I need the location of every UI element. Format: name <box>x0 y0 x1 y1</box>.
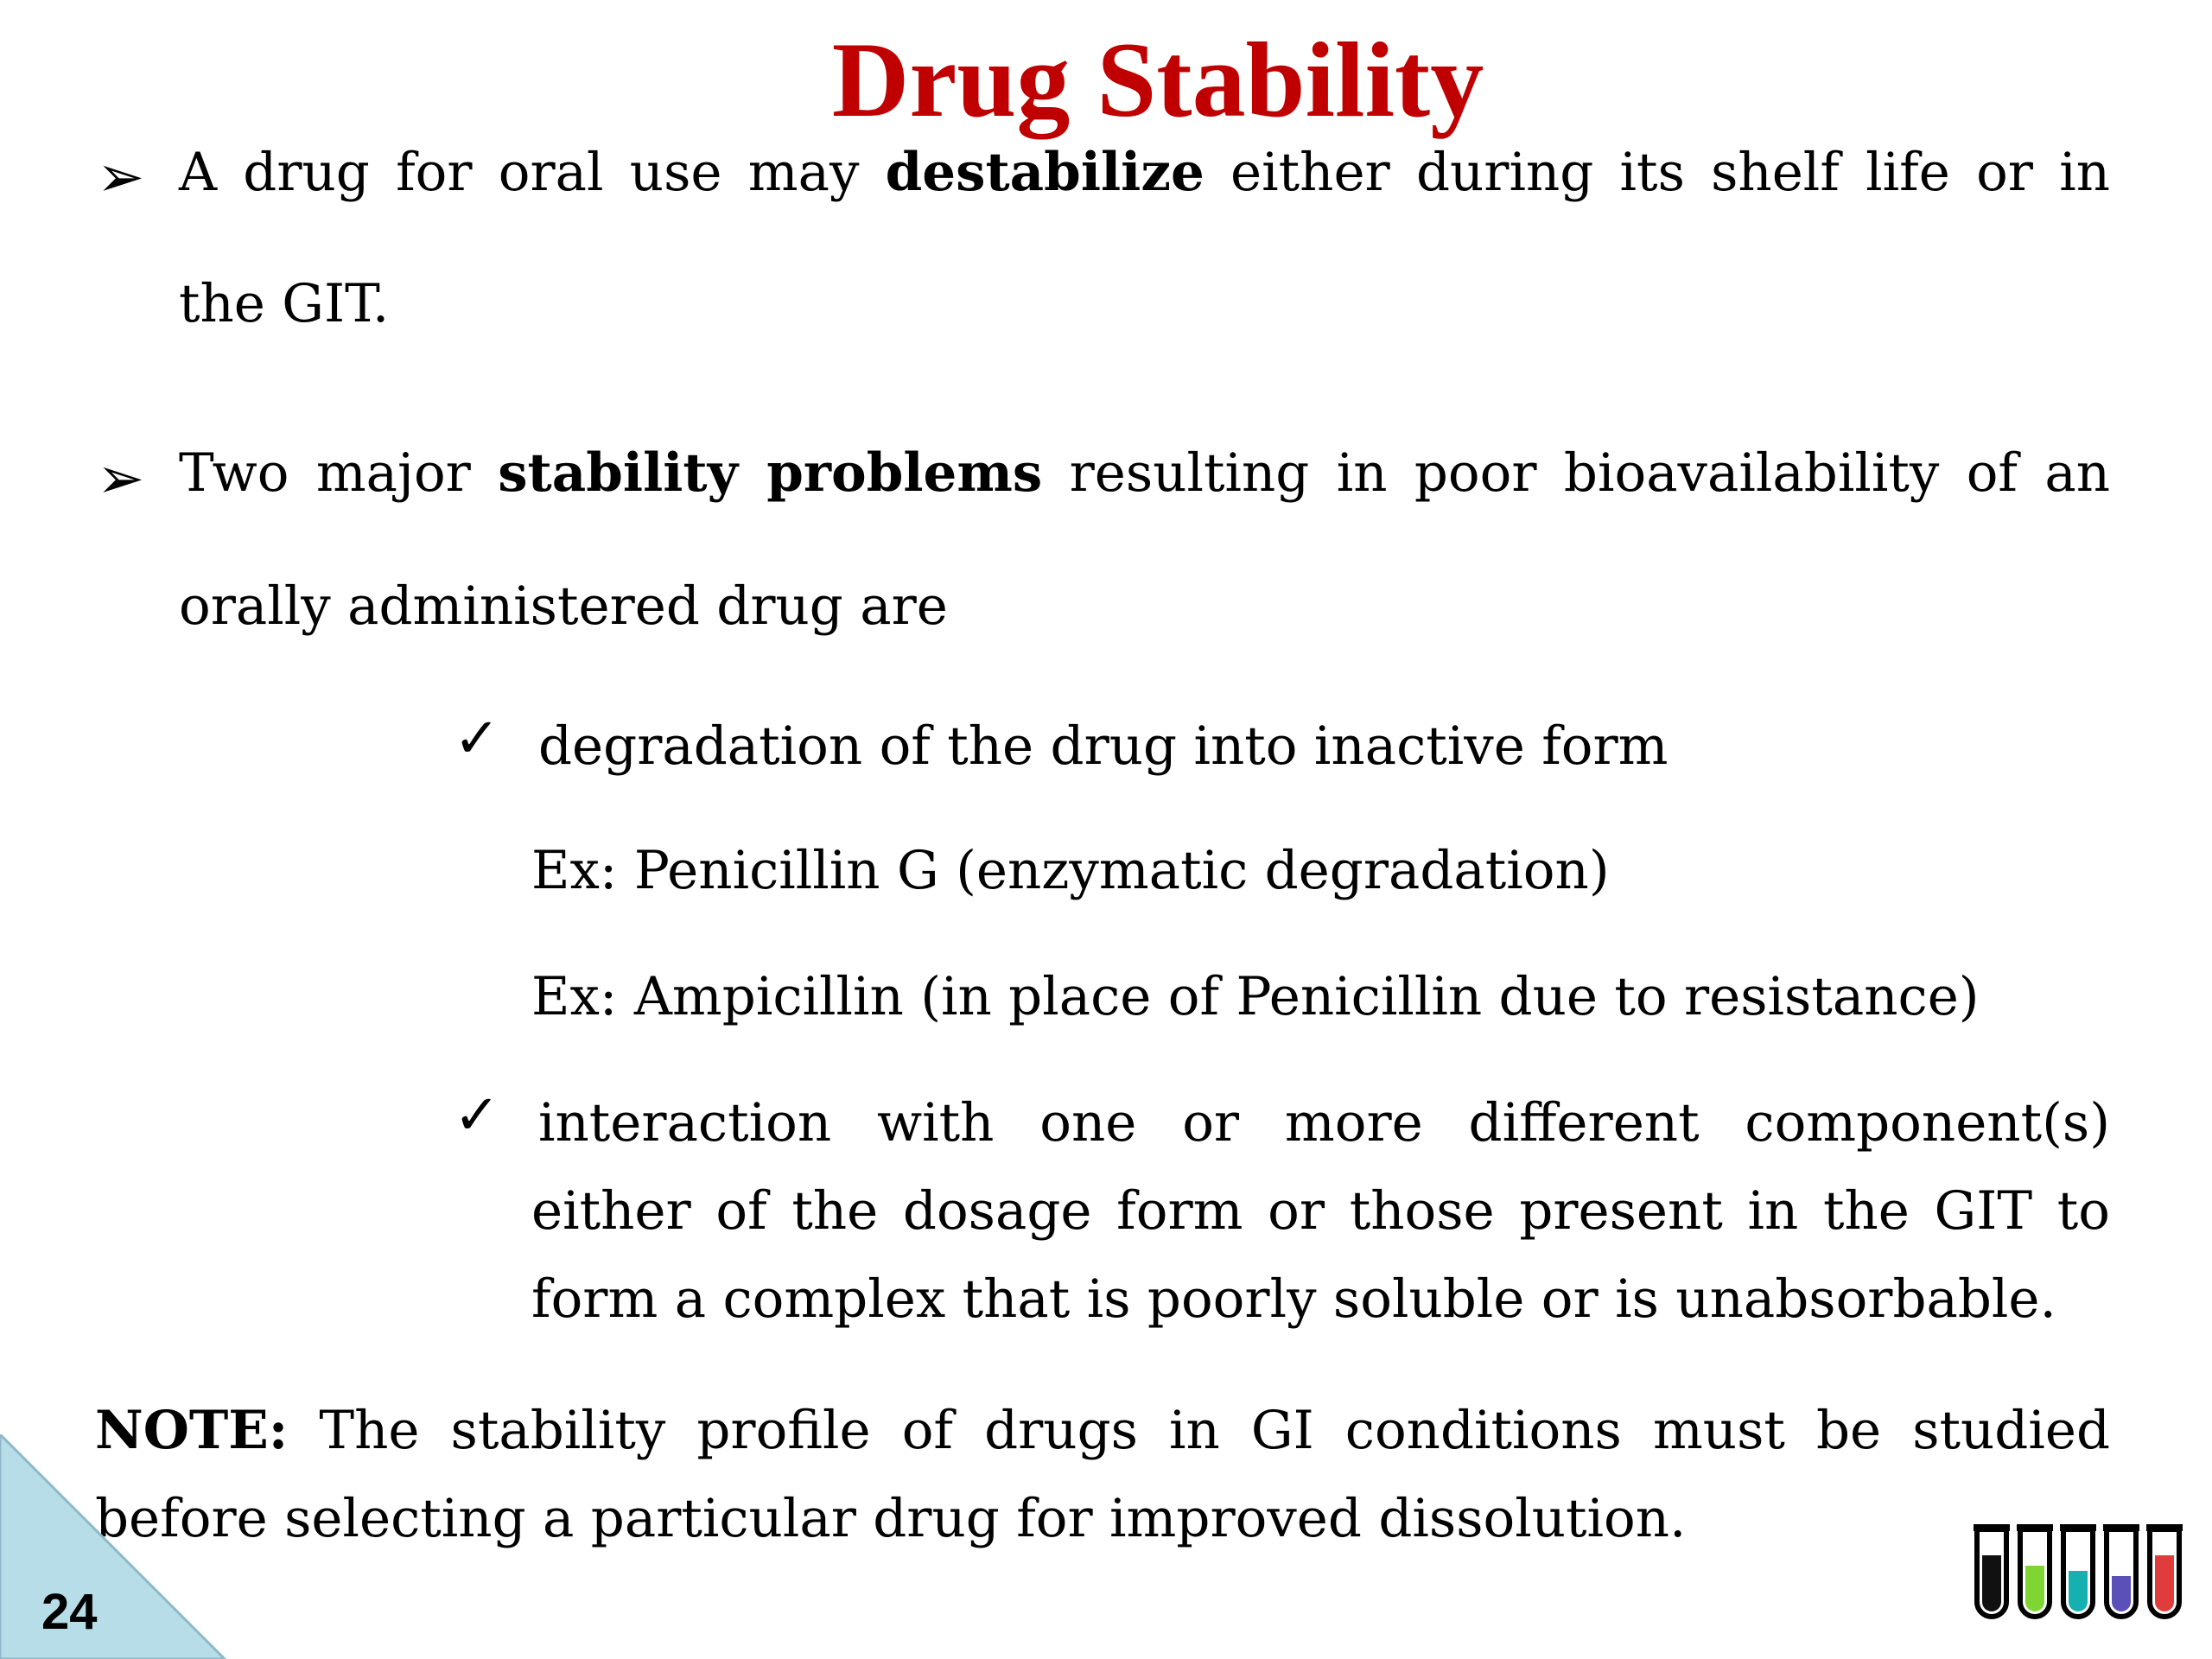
checkmark-icon: ✓ <box>454 1084 500 1147</box>
bullet-1-line-1 <box>179 142 2110 203</box>
bullet-1-bold: destabilize <box>885 142 1205 203</box>
sub-bullet-2-line-3: form a complex that is poorly soluble or is unabsorbable. <box>531 1268 2056 1330</box>
note-label: NOTE: <box>95 1400 289 1461</box>
bullet-1-pre: A drug for oral use may <box>179 142 860 203</box>
example-ampicillin: Ex: Ampicillin (in place of Penicillin due to resistance) <box>531 966 1980 1027</box>
example-penicillin: Ex: Penicillin G (enzymatic degradation) <box>531 840 1610 901</box>
corner-triangle <box>0 1434 233 1659</box>
sub-bullet-2-line-1: interaction with one or more different component(s) <box>538 1092 2110 1154</box>
bullet-1-post: either during its shelf life or in <box>1230 142 2111 203</box>
bullet-2-line-2: orally administered drug are <box>179 575 948 637</box>
slide-title: Drug Stability <box>831 21 1484 139</box>
checkmark-icon: ✓ <box>454 707 500 771</box>
bullet-2-post: resulting in poor bioavailability of an <box>1069 442 2111 504</box>
note-line-1 <box>95 1400 2110 1461</box>
bullet-2-pre: Two major <box>179 442 471 504</box>
bullet-2-bold: stability problems <box>498 442 1043 504</box>
bullet-1-line-2: the GIT. <box>179 273 390 334</box>
arrow-bullet-icon: ➢ <box>97 143 145 210</box>
note-text-1: The stability profile of drugs in GI conditions must be studied <box>319 1400 2111 1461</box>
arrow-bullet-icon: ➢ <box>97 445 145 512</box>
sub-bullet-1-text: degradation of the drug into inactive form <box>538 715 1669 777</box>
note-line-2: before selecting a particular drug for improved dissolution. <box>95 1488 1687 1549</box>
sub-bullet-2-line-2: either of the dosage form or those present in the GIT to <box>531 1180 2110 1242</box>
bullet-2-line-1 <box>179 442 2110 504</box>
test-tubes-icon <box>1970 1521 2195 1624</box>
page-number: 24 <box>41 1584 98 1640</box>
